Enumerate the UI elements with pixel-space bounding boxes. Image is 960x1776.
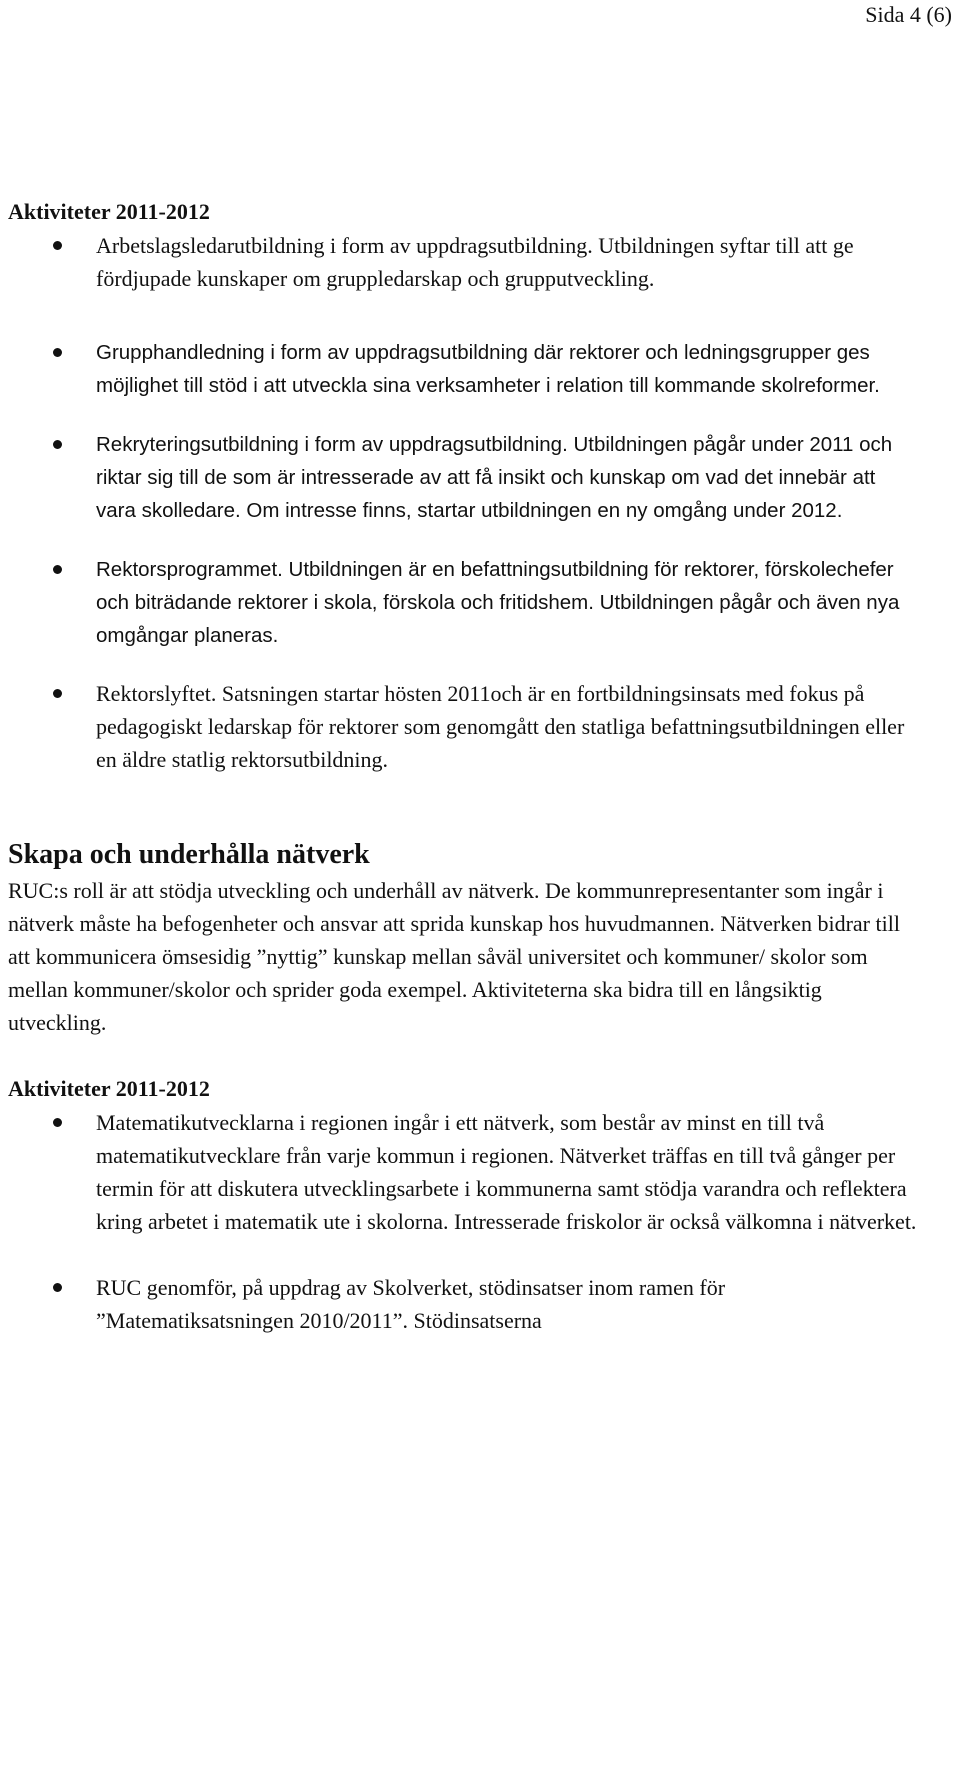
networks-paragraph: RUC:s roll är att stödja utveckling och underhåll av nätverk. De kommunrepresentanter som ingår i nätverk måste ha befogenheter och ansvar att sprida kunskap hos huvudmannen. Nätverken bidrar till att kommunicera ömsesidig ”nyttig” kunskap mellan såväl universitet och kommuner/ skolor som mellan kommuner/skolor och sprider goda exempel. Aktiviteterna ska bidra till en långsiktig utveckling. [8,878,900,1035]
list-item-text: Rektorsprogrammet. Utbildningen är en befattningsutbildning för rektorer, förskolechefer och biträdande rektorer i skola, förskola och fritidshem. Utbildningen pågår och även nya omgångar planeras. [96,558,900,647]
list-item [8,1271,960,1337]
list-item-text: Matematikutvecklarna i regionen ingår i ett nätverk, som består av minst en till två matematikutvecklare från varje kommun i regionen. Nätverket träffas en till två gånger per termin för att diskutera utvecklingsarbete i kommunerna samt stödja varandra och reflektera kring arbetet i matematik ute i skolorna. Intresserade friskolor är också välkomna i nätverket. [96,1110,917,1234]
bullet-icon [53,1118,62,1127]
list-item-text: Grupphandledning i form av uppdragsutbildning där rektorer och ledningsgrupper ges möjlighet till stöd i att utveckla sina verksamheter i relation till kommande skolreformer. [96,341,880,397]
list-item [8,336,960,402]
list-item [8,229,960,295]
list-item [8,1106,960,1238]
section-activities-2011-2012 [8,195,960,776]
bullet-icon [53,565,62,574]
bullet-icon [53,689,62,698]
list-item-text: RUC genomför, på uppdrag av Skolverket, stödinsatser inom ramen för ”Matematiksatsningen 2010/2011”. Stödinsatserna [96,1275,726,1333]
section-heading-networks: Skapa och underhålla nätverk [8,839,370,870]
section-heading-activities: Aktiviteter 2011-2012 [8,199,210,224]
document-body [8,195,960,1337]
list-item [8,428,960,527]
list-item-text: Rektorslyftet. Satsningen startar hösten 2011och är en fortbildningsinsats med fokus på pedagogiskt ledarskap för rektorer som genomgått den statliga befattningsutbildningen eller en äldre statlig rektorsutbildning. [96,681,905,772]
bullet-icon [53,440,62,449]
bullet-icon [53,348,62,357]
page-number: Sida 4 (6) [865,2,952,27]
list-item [8,553,960,652]
section-networks [8,836,960,1039]
activities-list [8,229,960,776]
section-heading-activities: Aktiviteter 2011-2012 [8,1076,210,1101]
section-activities-2011-2012-networks [8,1072,960,1337]
bullet-icon [53,241,62,250]
list-item [8,677,960,776]
list-item-text: Rekryteringsutbildning i form av uppdragsutbildning. Utbildningen pågår under 2011 och riktar sig till de som är intresserade av att få insikt och kunskap om vad det innebär att vara skolledare. Om intresse finns, startar utbildningen en ny omgång under 2012. [96,433,893,522]
list-item-text: Arbetslagsledarutbildning i form av uppdragsutbildning. Utbildningen syftar till att ge fördjupade kunskaper om gruppledarskap och grupputveckling. [96,233,854,291]
activities-list [8,1106,960,1337]
bullet-icon [53,1283,62,1292]
